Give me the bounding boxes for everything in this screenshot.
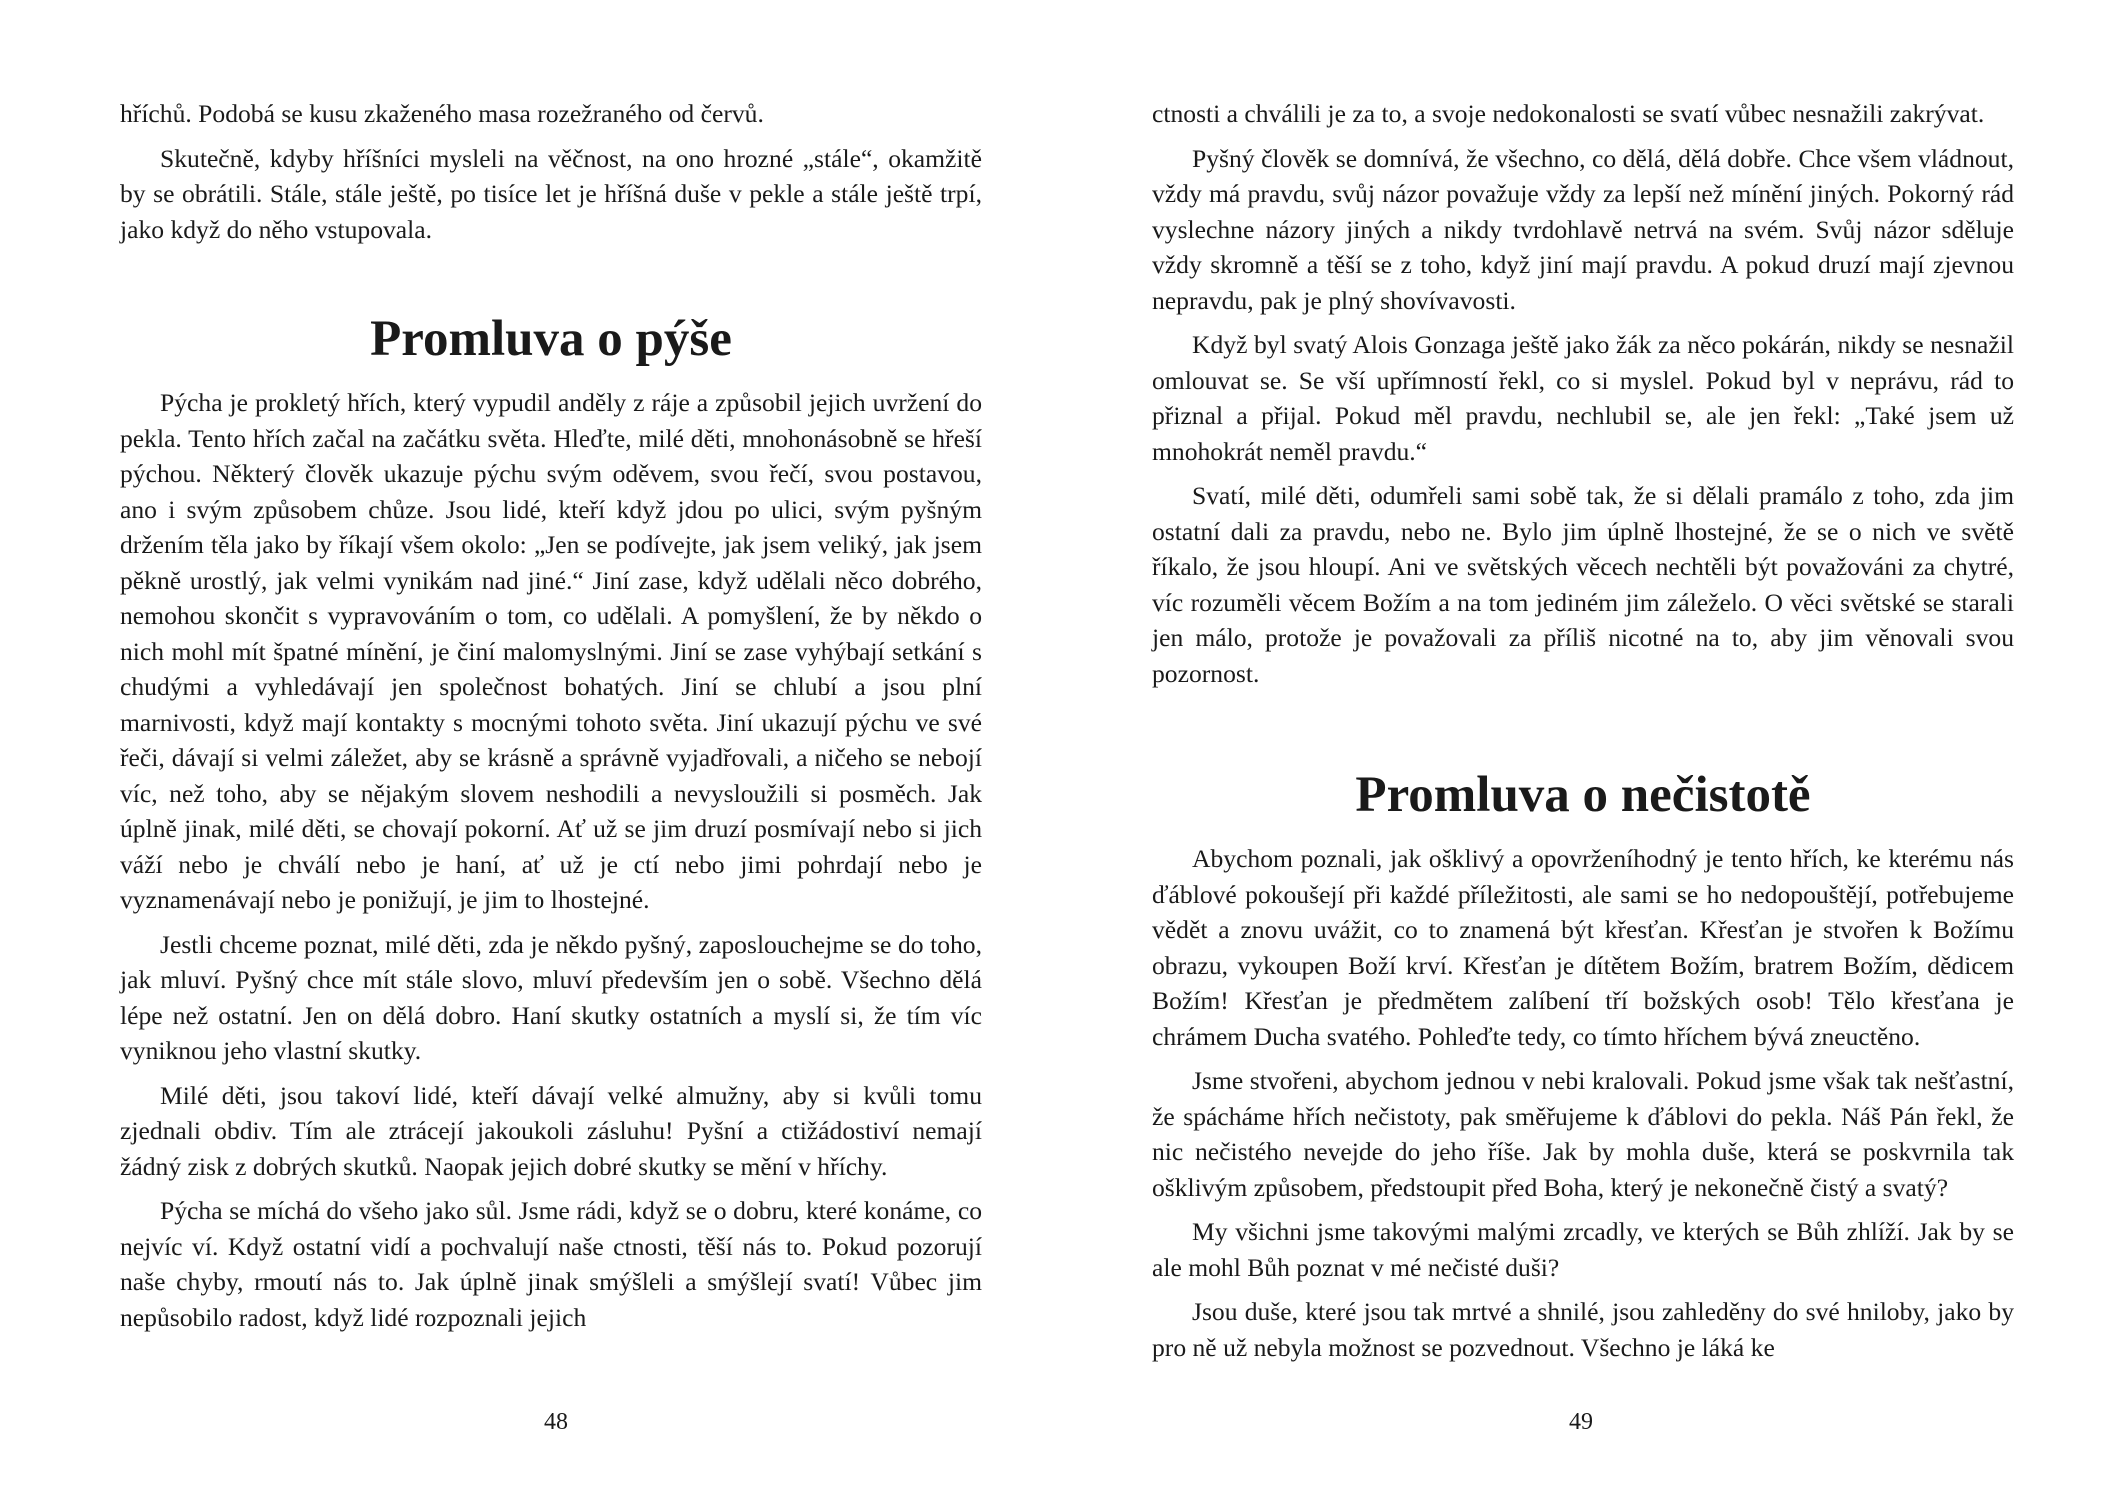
paragraph: hříchů. Podobá se kusu zkaženého masa rozežraného od červů.	[120, 99, 764, 128]
paragraph: Pýcha je prokletý hřích, který vypudil anděly z ráje a způsobil jejich uvržení do pekla. Tento hřích začal na začátku světa. Hleďte, milé děti, mnohonásobně se hřeší pýchou. Některý člověk ukazuje pýchu svým oděvem, svou řečí, svou postavou, ano i svým způsobem chůze. Jsou lidé, kteří když jdou po ulici, svým pyšným držením těla jako by říkají všem okolo: „Jen se podívejte, jak jsem veliký, jak jsem pěkně urostlý, jak velmi vynikám nad jiné.“ Jiní zase, když udělali něco dobrého, nemohou skončit s vypravováním o tom, co udělali. A pomyšlení, že by někdo o nich mohl mít špatné mínění, je činí malomyslnými. Jiní se zase vyhýbají setkání s chudými a vyhledávají jen společnost bohatých. Jiní se chlubí a jsou plní marnivosti, když mají kontakty s mocnými tohoto světa. Jiní ukazují pýchu ve své řeči, dávají si velmi záležet, aby se krásně a správně vyjadřovali, a ničeho se nebojí víc, než toho, aby se nějakým slovem neshodili a nevysloužili si posměch. Jak úplně jinak, milé děti, se chovají pokorní. Ať už se jim druzí posmívají nebo si jich váží nebo je chválí nebo je haní, ať už je ctí nebo jimi pohrdají nebo je vyznamenávají nebo je ponižují, je jim to lhostejné.	[120, 388, 982, 914]
paragraph: Jestli chceme poznat, milé děti, zda je někdo pyšný, zaposlouchejme se do toho, jak mluví. Pyšný chce mít stále slovo, mluví především jen o sobě. Všechno dělá lépe než ostatní. Jen on dělá dobro. Haní skutky ostatních a myslí si, že tím víc vyniknou jeho vlastní skutky.	[120, 929, 982, 1065]
paragraph: Pyšný člověk se domnívá, že všechno, co dělá, dělá dobře. Chce všem vládnout, vždy má pravdu, svůj názor považuje vždy za lepší než mínění jiných. Pokorný rád vyslechne názory jiných a nikdy tvrdohlavě netrvá na svém. Svůj názor sděluje vždy skromně a těší se z toho, když jiní mají pravdu. A pokud druzí mají zjevnou nepravdu, pak je plný shovívavosti.	[1152, 143, 2014, 315]
paragraph: Skutečně, kdyby hříšníci mysleli na věčnost, na ono hrozné „stále“, okamžitě by se obrátili. Stále, stále ještě, po tisíce let je hříšná duše v pekle a stále ještě trpí, jako když do něho vstupovala.	[120, 143, 982, 244]
left-page	[120, 96, 982, 1344]
paragraph: My všichni jsme takovými malými zrcadly, ve kterých se Bůh zhlíží. Jak by se ale mohl Bůh poznat v mé nečisté duši?	[1152, 1217, 2014, 1282]
paragraph: Pýcha se míchá do všeho jako sůl. Jsme rádi, když se o dobru, které konáme, co nejvíc ví. Když ostatní vidí a pochvalují naše ctnosti, těší nás to. Pokud pozorují naše chyby, rmoutí nás to. Jak úplně jinak smýšleli a smýšlejí svatí! Vůbec jim nepůsobilo radost, když lidé rozpoznali jejich	[120, 1196, 982, 1332]
paragraph: Milé děti, jsou takoví lidé, kteří dávají velké almužny, aby si kvůli tomu zjednali obdiv. Tím ale ztrácejí jakoukoli zásluhu! Pyšní a ctižádostiví nemají žádný zisk z dobrých skutků. Naopak jejich dobré skutky se mění v hříchy.	[120, 1080, 982, 1181]
paragraph: Jsme stvořeni, abychom jednou v nebi kralovali. Pokud jsme však tak nešťastní, že spácháme hřích nečistoty, pak směřujeme k ďáblovi do pekla. Náš Pán řekl, že nic nečistého nevejde do jeho říše. Jak by mohla duše, která se poskvrnila tak ošklivým způsobem, předstoupit před Boha, který je nekonečně čistý a svatý?	[1152, 1066, 2014, 1202]
paragraph: Když byl svatý Alois Gonzaga ještě jako žák za něco pokárán, nikdy se nesnažil omlouvat se. Se vší upřímností řekl, co si myslel. Pokud byl v neprávu, rád to přiznal a přijal. Pokud měl pravdu, nechlubil se, ale jen řekl: „Také jsem už mnohokrát neměl pravdu.“	[1152, 330, 2014, 466]
paragraph: Abychom poznali, jak ošklivý a opovrženíhodný je tento hřích, ke kterému nás ďáblové pokoušejí při každé příležitosti, ale sami se ho nedopouštějí, potřebujeme vědět a znovu uvážit, co to znamená být křesťan. Křesťan je stvořen k Božímu obrazu, vykoupen Boží krví. Křesťan je dítětem Božím, bratrem Božím, dědicem Božím! Křesťan je předmětem zalíbení tří božských osob! Tělo křesťana je chrámem Ducha svatého. Pohleďte tedy, co tímto hříchem bývá zneuctěno.	[1152, 844, 2014, 1051]
section-heading: Promluva o nečistotě	[1355, 767, 1811, 823]
paragraph: ctnosti a chválili je za to, a svoje nedokonalosti se svatí vůbec nesnažili zakrývat.	[1152, 99, 1985, 128]
paragraph: Svatí, milé děti, odumřeli sami sobě tak, že si dělali pramálo z toho, zda jim ostatní dali za pravdu, nebo ne. Bylo jim úplně lhostejné, že se o nich ve světě říkalo, že jsou hloupí. Ani ve světských věcech nechtěli být považováni za chytré, víc rozuměli věcem Božím a na tom jediném jim záleželo. O věci světské se starali jen málo, protože je považovali za příliš nicotné na to, aby jim věnovali svou pozornost.	[1152, 481, 2014, 688]
section-heading: Promluva o pýše	[370, 311, 732, 367]
page-number: 49	[1569, 1409, 1593, 1435]
page-number: 48	[544, 1409, 568, 1435]
right-page	[1152, 96, 2014, 1374]
paragraph: Jsou duše, které jsou tak mrtvé a shnilé, jsou zahleděny do své hniloby, jako by pro ně už nebyla možnost se pozvednout. Všechno je láká ke	[1152, 1297, 2014, 1362]
